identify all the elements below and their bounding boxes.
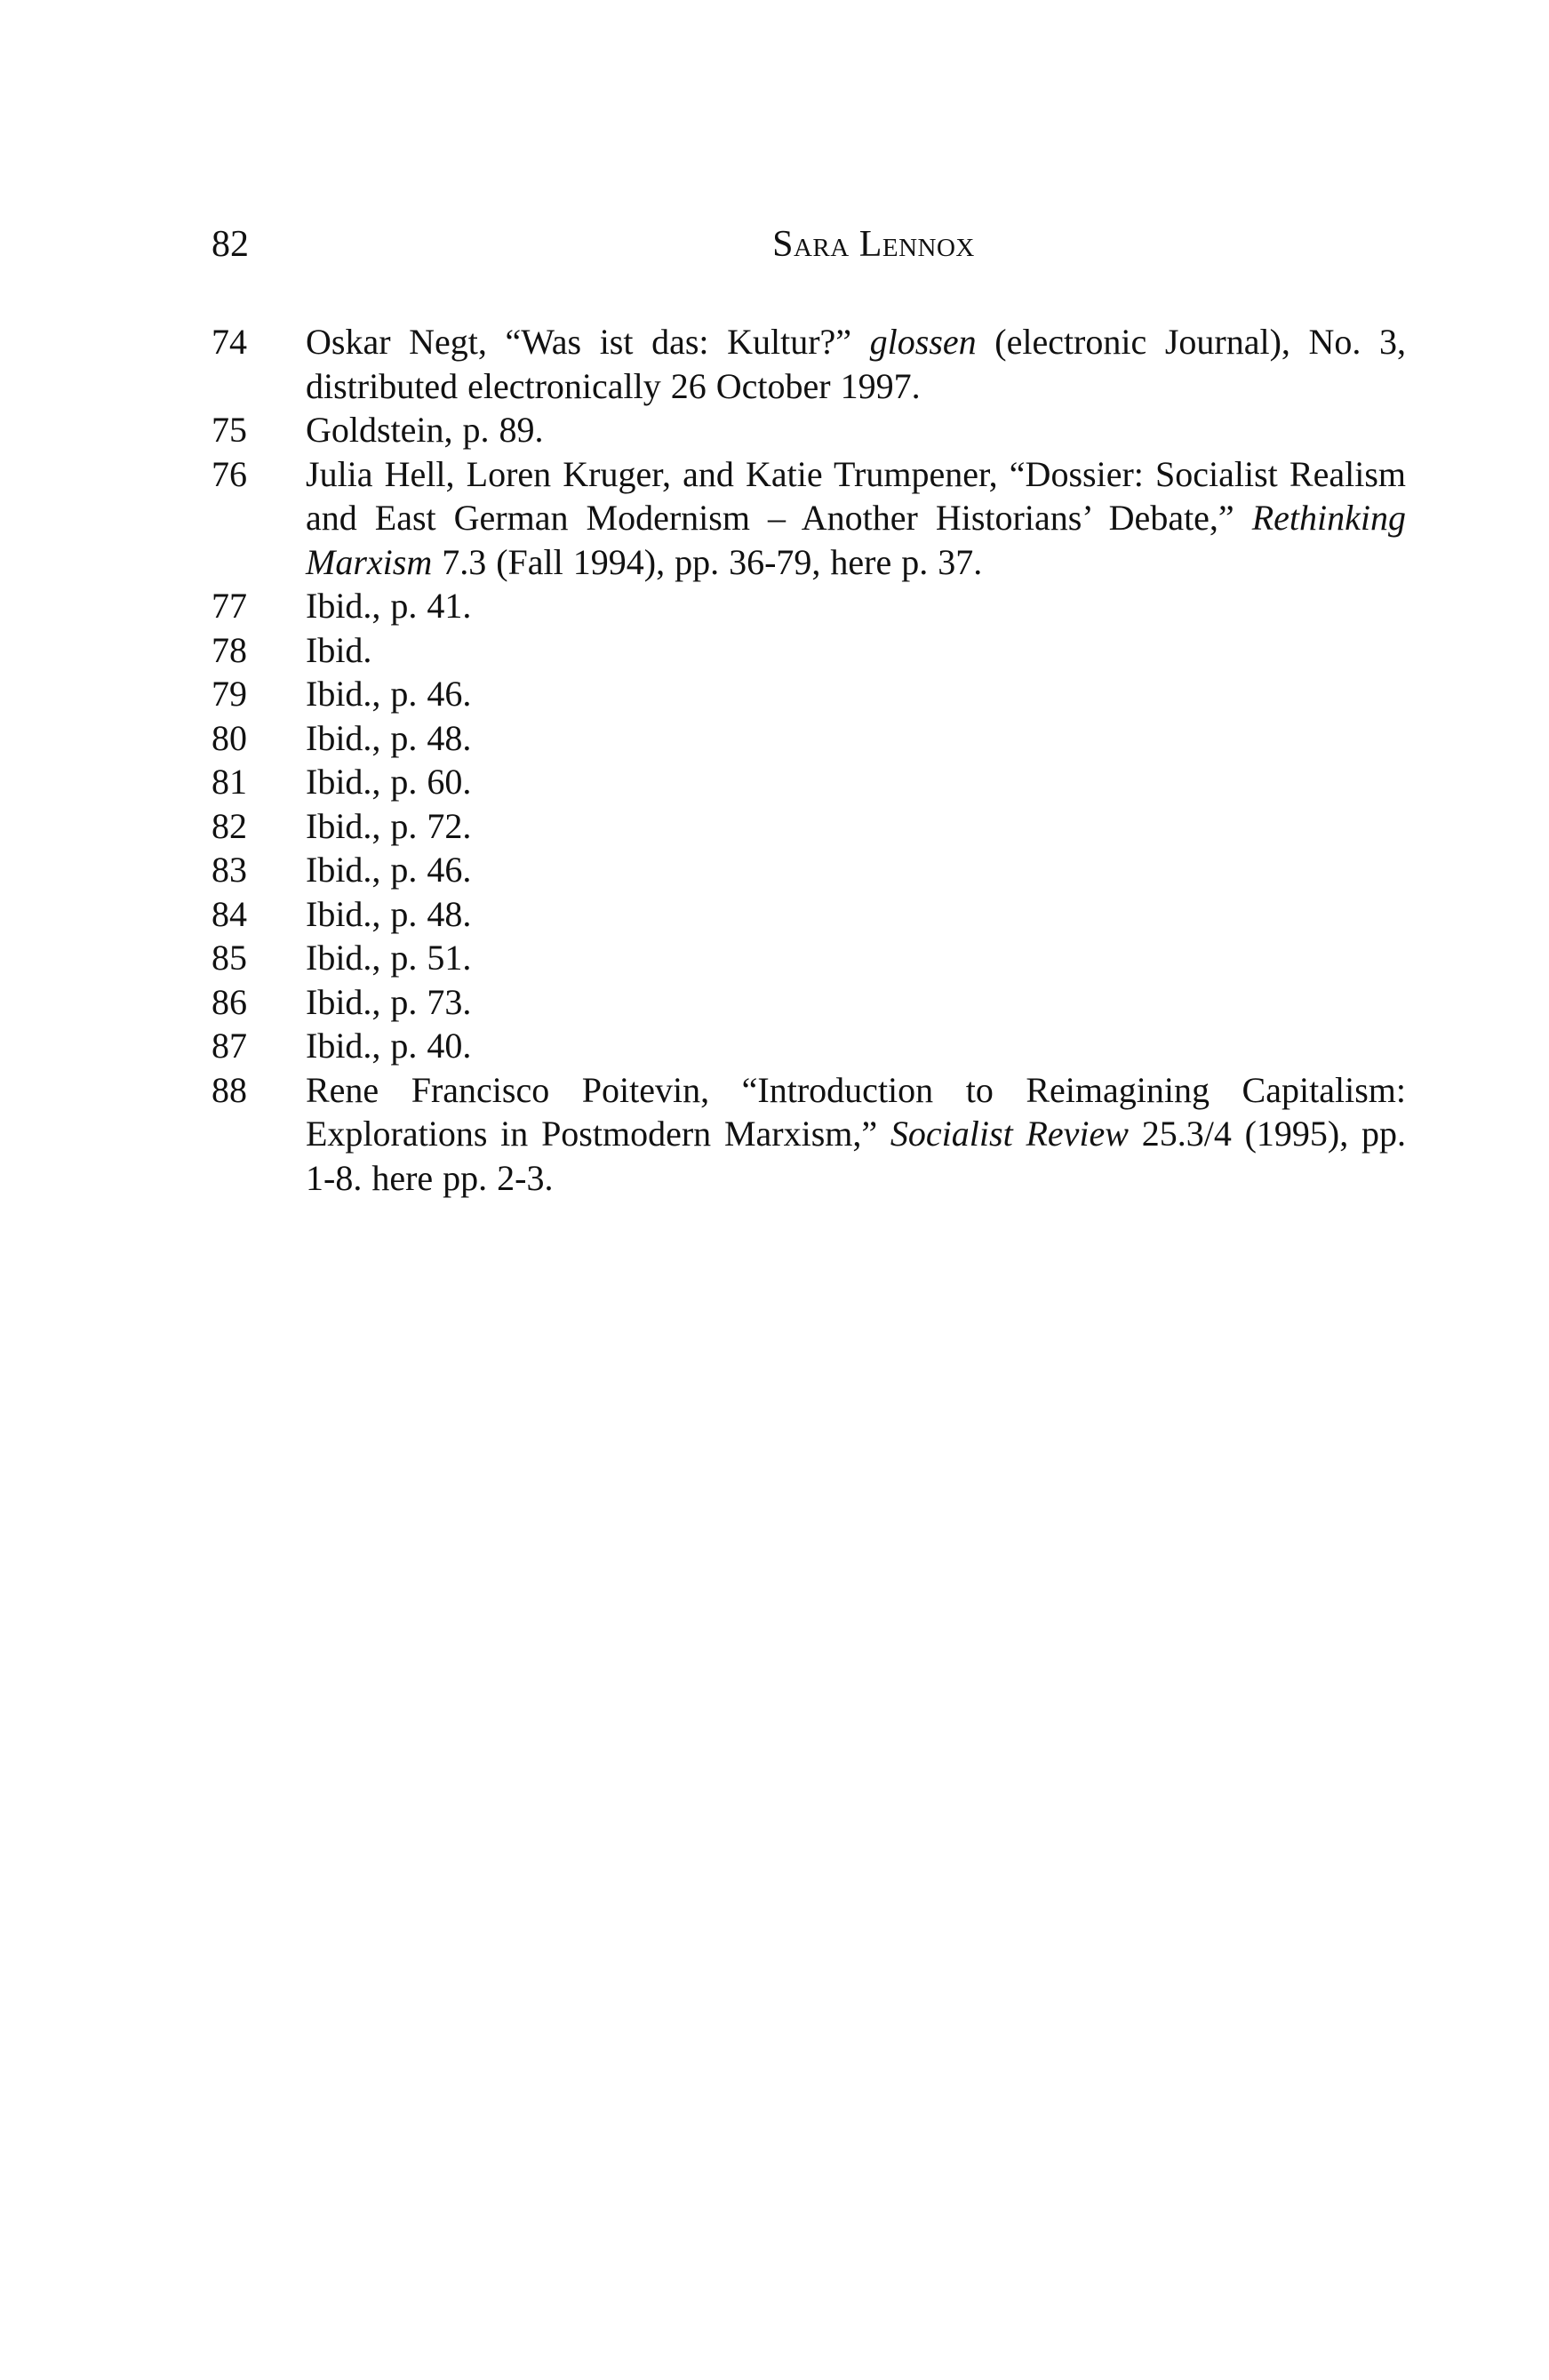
endnote-text-segment: Ibid. [306, 629, 372, 670]
endnote [212, 892, 1406, 937]
endnote [212, 320, 1406, 408]
endnote-text [306, 848, 1406, 892]
endnote [212, 936, 1406, 980]
endnote-text [306, 804, 1406, 849]
endnote [212, 760, 1406, 804]
italic-title: Socialist Review [890, 1114, 1129, 1154]
endnote-number: 83 [212, 850, 247, 890]
endnote-text-segment: Ibid., p. 60. [306, 762, 472, 802]
endnote [212, 584, 1406, 628]
endnote [212, 628, 1406, 673]
endnote-text-segment: Ibid., p. 46. [306, 850, 472, 890]
endnote-text-segment: Ibid., p. 41. [306, 586, 472, 626]
endnote [212, 980, 1406, 1025]
endnote-number: 78 [212, 629, 247, 670]
endnote-text-segment: Ibid., p. 46. [306, 674, 472, 714]
endnote-text [306, 892, 1406, 937]
endnote-text-segment: Oskar Negt, “Was ist das: Kultur?” [306, 322, 870, 362]
endnote-text-segment: Goldstein, p. 89. [306, 410, 544, 450]
endnote-text [306, 672, 1406, 716]
endnote-text-segment: Ibid., p. 40. [306, 1026, 472, 1066]
endnote-number: 87 [212, 1026, 247, 1066]
endnotes-list [212, 320, 1406, 1200]
endnote-number: 88 [212, 1069, 247, 1110]
endnote-text-segment: 7.3 (Fall 1994), pp. 36-79, here p. 37. [432, 541, 983, 582]
endnote-text [306, 452, 1406, 585]
endnote-text-segment: (electronic Journal), No. 3, distributed electronically 26 October 1997. [306, 322, 1406, 406]
endnote-text-segment: Rene Francisco Poitevin, “Introduction to Reimagining Capitalism: Explorations in Postmodern Marxism,” [306, 1069, 1406, 1154]
endnote [212, 848, 1406, 892]
endnote-text-segment: Ibid., p. 73. [306, 981, 472, 1022]
endnote-text [306, 1068, 1406, 1201]
endnote-number: 76 [212, 453, 247, 494]
endnote-number: 80 [212, 717, 247, 758]
endnote [212, 716, 1406, 761]
endnote [212, 1024, 1406, 1068]
endnote-text-segment: Ibid., p. 72. [306, 805, 472, 846]
endnote-number: 79 [212, 674, 247, 714]
endnote-text [306, 320, 1406, 408]
running-head [212, 217, 1420, 272]
endnote-text-segment: 25.3/4 (1995), pp. 1-8. here pp. 2-3. [306, 1114, 1406, 1198]
endnote-number: 84 [212, 893, 247, 934]
endnote [212, 672, 1406, 716]
endnote-text [306, 408, 1406, 452]
endnote-text [306, 1024, 1406, 1068]
endnote-text-segment: Ibid., p. 48. [306, 893, 472, 934]
endnote-text [306, 980, 1406, 1025]
endnote [212, 408, 1406, 452]
page-number: 82 [212, 224, 249, 265]
endnote-text [306, 760, 1406, 804]
endnote [212, 1068, 1406, 1201]
italic-title: Rethinking Marxism [306, 498, 1406, 582]
italic-title: glossen [869, 322, 977, 362]
endnote-text-segment: Julia Hell, Loren Kruger, and Katie Trumpener, “Dossier: Socialist Realism and East German Modernism – Another Historians’ Debate,” [306, 453, 1406, 538]
endnote [212, 452, 1406, 585]
endnote-text [306, 716, 1406, 761]
endnote-number: 86 [212, 981, 247, 1022]
endnote [212, 804, 1406, 849]
endnote-number: 77 [212, 586, 247, 626]
endnote-text-segment: Ibid., p. 51. [306, 938, 472, 978]
endnote-text [306, 584, 1406, 628]
running-title: Sara Lennox [772, 224, 975, 265]
endnote-number: 75 [212, 410, 247, 450]
endnote-number: 81 [212, 762, 247, 802]
endnote-text [306, 628, 1406, 673]
endnote-number: 74 [212, 322, 247, 362]
endnote-text-segment: Ibid., p. 48. [306, 717, 472, 758]
endnote-number: 85 [212, 938, 247, 978]
endnote-text [306, 936, 1406, 980]
endnote-number: 82 [212, 805, 247, 846]
